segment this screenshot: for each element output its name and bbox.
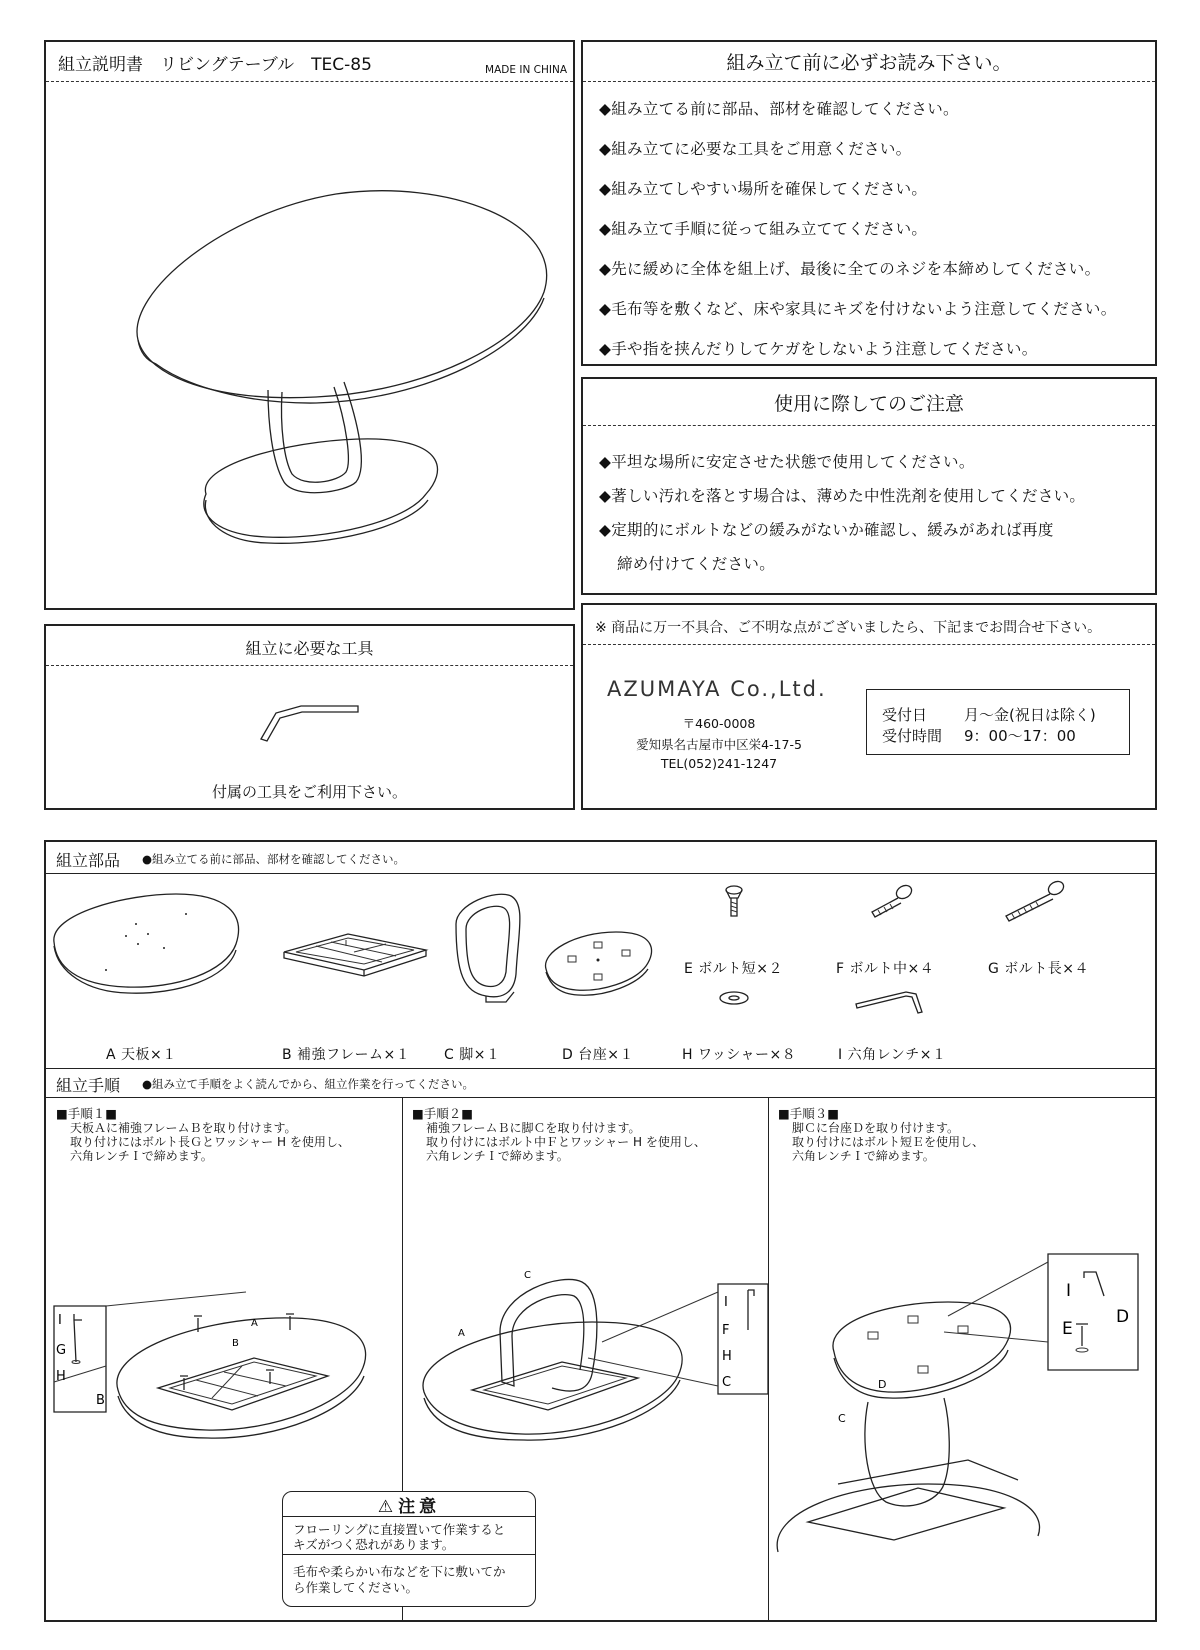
part-b-frame-illustration bbox=[284, 934, 426, 976]
usage-header bbox=[583, 379, 1155, 426]
step-3-line-2: 取り付けにはボルト短Ｅを使用し、 bbox=[792, 1135, 985, 1149]
hours-value-days: 月～金(祝日は除く) bbox=[964, 706, 1096, 724]
before-item-7: ◆手や指を挟んだりしてケガをしないよう注意してください。 bbox=[599, 340, 1038, 358]
step3-label-d2: D bbox=[878, 1378, 887, 1391]
part-g-bolt-long-illustration bbox=[1006, 879, 1066, 921]
step-3-diagram bbox=[768, 1222, 1158, 1562]
part-c-leg-illustration bbox=[456, 894, 520, 1002]
step-3-line-3: 六角レンチＩで締めます。 bbox=[792, 1149, 935, 1163]
company-name: AZUMAYA Co.,Ltd. bbox=[607, 677, 827, 701]
step2-label-c: C bbox=[722, 1375, 732, 1390]
part-h-washer-illustration bbox=[720, 992, 748, 1004]
part-d-base-illustration bbox=[546, 932, 652, 995]
step-1-line-3: 六角レンチＩで締めます。 bbox=[70, 1149, 213, 1163]
contact-notice: ※ 商品に万一不具合、ご不明な点がございましたら、下記までお問合せ下さい。 bbox=[595, 620, 1102, 636]
step2-label-a: A bbox=[458, 1328, 465, 1339]
doc-title: 組立説明書 リビングテーブル TEC-85 bbox=[58, 55, 372, 75]
step-1-line-1: 天板Ａに補強フレームＢを取り付けます。 bbox=[70, 1121, 297, 1135]
procedure-note: ●組み立て手順をよく読んでから、組立作業を行ってください。 bbox=[142, 1077, 475, 1091]
step-1-line-2: 取り付けにはボルト長Ｇとワッシャー H を使用し、 bbox=[70, 1135, 350, 1149]
tools-heading: 組立に必要な工具 bbox=[245, 639, 374, 658]
before-assembly-panel bbox=[581, 40, 1157, 366]
step1-label-i: I bbox=[58, 1313, 62, 1328]
caution-title: 注意 bbox=[398, 1497, 441, 1517]
before-assembly-header bbox=[583, 42, 1155, 82]
caution-divider bbox=[283, 1554, 535, 1555]
usage-item-2: ◆著しい汚れを落とす場合は、薄めた中性洗剤を使用してください。 bbox=[599, 487, 1086, 505]
usage-item-1: ◆平坦な場所に安定させた状態で使用してください。 bbox=[599, 453, 975, 471]
procedure-header bbox=[46, 1068, 1155, 1098]
before-item-3: ◆組み立てしやすい場所を確保してください。 bbox=[599, 180, 928, 198]
postal-code: 〒460-0008 bbox=[682, 716, 756, 731]
part-a-tabletop-illustration bbox=[54, 894, 239, 993]
step-2-line-1: 補強フレームＢに脚Ｃを取り付けます。 bbox=[426, 1121, 641, 1135]
before-item-4: ◆組み立て手順に従って組み立ててください。 bbox=[599, 220, 928, 238]
parts-title: 組立部品 bbox=[56, 851, 121, 870]
hours-label-days: 受付日 bbox=[882, 706, 928, 724]
step3-label-i: I bbox=[1066, 1281, 1072, 1301]
step1-label-b2: B bbox=[232, 1338, 239, 1349]
part-f-bolt-medium-illustration bbox=[872, 883, 914, 917]
before-item-1: ◆組み立てる前に部品、部材を確認してください。 bbox=[599, 100, 959, 118]
hours-box bbox=[866, 689, 1130, 755]
step-1-title: ■手順１■ bbox=[56, 1106, 118, 1121]
part-e-bolt-short-illustration bbox=[726, 886, 742, 916]
part-h-label: H ワッシャー×８ bbox=[682, 1047, 797, 1063]
part-b-label: B 補強フレーム×１ bbox=[282, 1047, 411, 1063]
step2-label-i: I bbox=[724, 1295, 728, 1310]
part-a-label: A 天板×１ bbox=[106, 1047, 177, 1063]
parts-note: ●組み立てる前に部品、部材を確認してください。 bbox=[142, 852, 406, 866]
made-in-label: MADE IN CHINA bbox=[485, 64, 567, 76]
before-assembly-heading: 組み立て前に必ずお読み下さい。 bbox=[726, 52, 1012, 74]
step-3-title: ■手順３■ bbox=[778, 1106, 840, 1121]
warning-icon: ⚠ bbox=[377, 1497, 394, 1517]
caution-header bbox=[283, 1492, 535, 1517]
caution-line-2b: ら作業してください。 bbox=[293, 1580, 419, 1595]
step-2-title: ■手順２■ bbox=[412, 1106, 474, 1121]
usage-item-3: ◆定期的にボルトなどの緩みがないか確認し、緩みがあれば再度 bbox=[599, 521, 1054, 539]
address: 愛知県名古屋市中区栄4-17-5 bbox=[636, 737, 802, 752]
step3-label-c: C bbox=[838, 1412, 846, 1425]
caution-line-2a: 毛布や柔らかい布などを下に敷いてか bbox=[293, 1564, 506, 1579]
title-panel bbox=[44, 40, 575, 610]
caution-box bbox=[282, 1491, 536, 1607]
parts-header bbox=[46, 842, 1155, 874]
step1-label-g: G bbox=[56, 1343, 67, 1358]
step3-label-e: E bbox=[1062, 1319, 1073, 1339]
before-item-2: ◆組み立てに必要な工具をご用意ください。 bbox=[599, 140, 912, 158]
contact-panel bbox=[581, 603, 1157, 810]
tools-note: 付属の工具をご利用下さい。 bbox=[211, 783, 407, 801]
step1-label-h: H bbox=[56, 1369, 66, 1384]
part-g-label: G ボルト長×４ bbox=[988, 961, 1090, 977]
part-d-label: D 台座×１ bbox=[562, 1047, 634, 1063]
part-i-label: I 六角レンチ×１ bbox=[838, 1047, 947, 1063]
hours-label-time: 受付時間 bbox=[882, 727, 943, 745]
caution-line-1a: フローリングに直接置いて作業すると bbox=[293, 1522, 506, 1537]
telephone: TEL(052)241-1247 bbox=[660, 756, 778, 771]
step2-label-h: H bbox=[722, 1349, 732, 1364]
part-f-label: F ボルト中×４ bbox=[836, 961, 935, 977]
step3-label-d: D bbox=[1116, 1307, 1130, 1327]
step-2-line-3: 六角レンチＩで締めます。 bbox=[426, 1149, 569, 1163]
procedure-title: 組立手順 bbox=[56, 1076, 121, 1095]
part-c-label: C 脚×１ bbox=[444, 1047, 501, 1063]
before-item-5: ◆先に緩めに全体を組上げ、最後に全てのネジを本締めしてください。 bbox=[599, 260, 1101, 278]
step-3-line-1: 脚Ｃに台座Ｄを取り付けます。 bbox=[792, 1121, 960, 1135]
step2-label-c2: C bbox=[524, 1270, 531, 1281]
usage-panel bbox=[581, 377, 1157, 595]
hours-value-time: 9：00～17：00 bbox=[964, 727, 1076, 745]
caution-line-1b: キズがつく恐れがあります。 bbox=[293, 1537, 455, 1552]
before-item-6: ◆毛布等を敷くなど、床や家具にキズを付けないよう注意してください。 bbox=[599, 300, 1117, 318]
usage-item-4: 締め付けてください。 bbox=[617, 555, 776, 573]
step-2-line-2: 取り付けにはボルト中Ｆとワッシャー H を使用し、 bbox=[426, 1135, 706, 1149]
part-e-label: E ボルト短×２ bbox=[684, 961, 784, 977]
usage-heading: 使用に際してのご注意 bbox=[773, 393, 964, 415]
table-illustration bbox=[46, 42, 577, 612]
parts-procedure-panel bbox=[44, 840, 1157, 1622]
tools-panel bbox=[44, 624, 575, 810]
part-i-wrench-illustration bbox=[856, 992, 922, 1013]
step1-label-a: A bbox=[251, 1318, 258, 1329]
contact-header bbox=[583, 605, 1155, 645]
step1-label-b: B bbox=[96, 1393, 105, 1408]
step2-label-f: F bbox=[722, 1323, 730, 1338]
